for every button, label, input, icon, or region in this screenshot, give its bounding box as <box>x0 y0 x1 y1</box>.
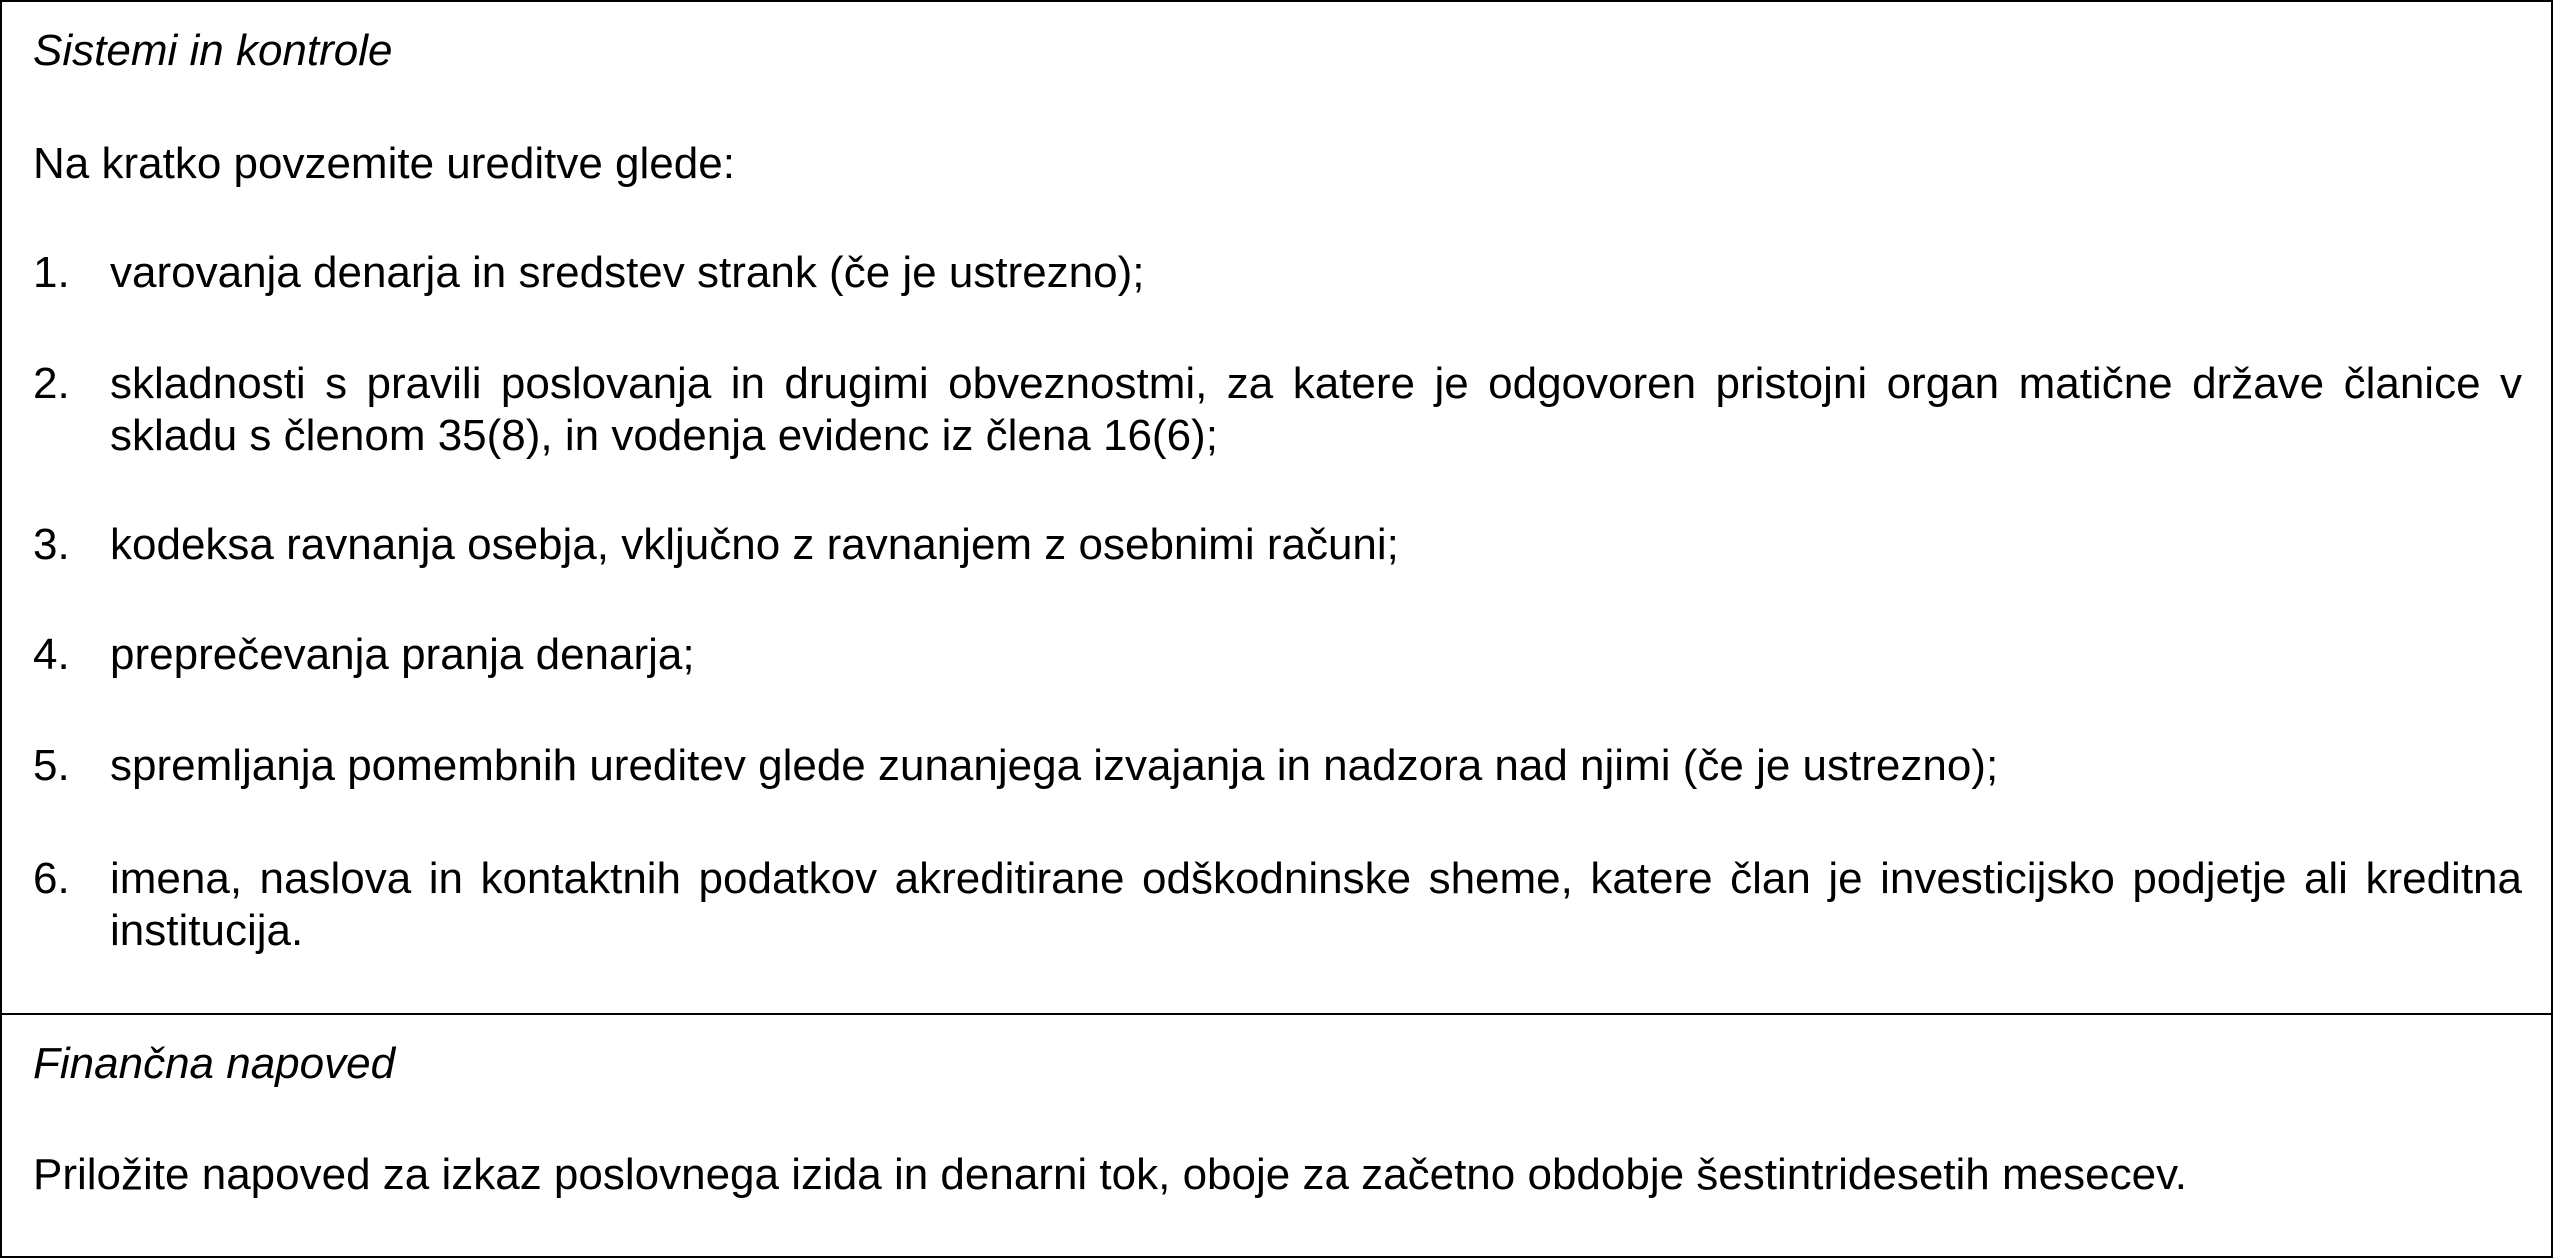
list-item-text: kodeksa ravnanja osebja, vključno z ravnanjem z osebnimi računi; <box>110 520 1399 569</box>
list-item-text: preprečevanja pranja denarja; <box>110 630 695 679</box>
list-item-number: 5. <box>33 741 70 790</box>
row-divider <box>0 1013 2553 1015</box>
list-item-text: imena, naslova in kontaktnih podatkov akreditirane odškodninske sheme, katere član je investicijsko podjetje ali kreditna institucija. <box>110 854 2522 955</box>
list-item-number: 3. <box>33 520 70 569</box>
section-heading-systems: Sistemi in kontrole <box>33 26 393 75</box>
list-item-number: 6. <box>33 854 70 903</box>
list-item-number: 1. <box>33 248 70 297</box>
list-item-text: skladnosti s pravili poslovanja in drugimi obveznostmi, za katere je odgovoren pristojni organ matične države članice v skladu s členom 35(8), in vodenja evidenc iz člena 16(6); <box>110 359 2522 460</box>
section-intro: Na kratko povzemite ureditve glede: <box>33 139 735 188</box>
list-item-number: 4. <box>33 630 70 679</box>
section-heading-financial-forecast: Finančna napoved <box>33 1039 396 1088</box>
section-body: Priložite napoved za izkaz poslovnega izida in denarni tok, oboje za začetno obdobje šestintridesetih mesecev. <box>33 1150 2188 1199</box>
list-item-text: spremljanja pomembnih ureditev glede zunanjega izvajanja in nadzora nad njimi (če je ustrezno); <box>110 741 1999 790</box>
list-item-text: varovanja denarja in sredstev strank (če je ustrezno); <box>110 248 1145 297</box>
list-item-number: 2. <box>33 359 70 408</box>
